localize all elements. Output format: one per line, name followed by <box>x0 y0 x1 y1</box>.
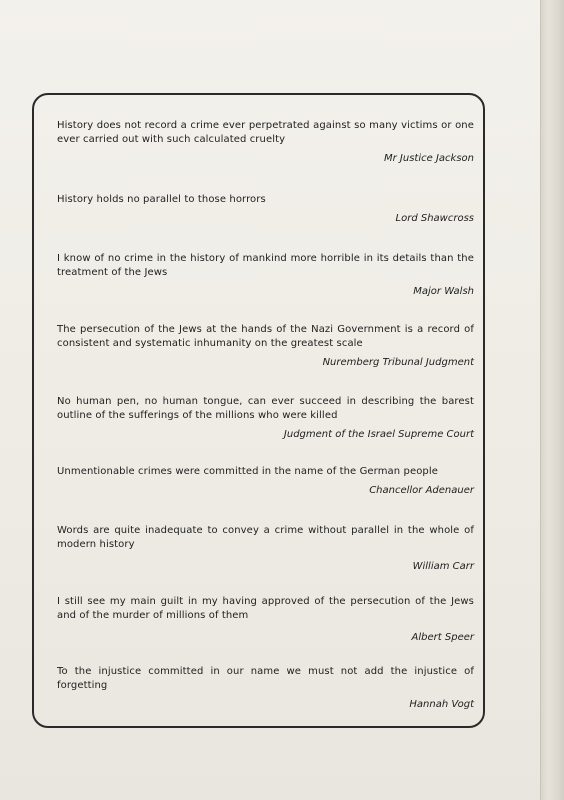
quote-shawcross <box>57 193 474 226</box>
quote-author: Mr Justice Jackson <box>384 153 474 164</box>
quote-author: Hannah Vogt <box>409 699 474 710</box>
quote-text: History does not record a crime ever perpetrated against so many victims or one ever carried out with such calculated cruelty <box>57 120 474 145</box>
quote-author: Judgment of the Israel Supreme Court <box>283 429 474 440</box>
quote-author: Albert Speer <box>411 632 474 643</box>
quote-text: I know of no crime in the history of mankind more horrible in its details than the treatment of the Jews <box>57 253 474 278</box>
page-edge <box>540 0 564 800</box>
quote-walsh <box>57 252 474 299</box>
quote-text: Words are quite inadequate to convey a crime without parallel in the whole of modern history <box>57 525 474 550</box>
quote-author: Chancellor Adenauer <box>369 485 474 496</box>
quote-author: Lord Shawcross <box>395 213 474 224</box>
quote-author: Major Walsh <box>413 286 474 297</box>
quote-speer <box>57 595 474 645</box>
quote-author: Nuremberg Tribunal Judgment <box>322 357 474 368</box>
quote-text: To the injustice committed in our name we must not add the injustice of forgetting <box>57 666 474 691</box>
quote-text: Unmentionable crimes were committed in the name of the German people <box>57 466 438 477</box>
quote-vogt <box>57 665 474 712</box>
quote-text: I still see my main guilt in my having approved of the persecution of the Jews and of the murder of millions of them <box>57 596 474 621</box>
quote-nuremberg <box>57 323 474 370</box>
quote-israel-court <box>57 395 474 442</box>
quote-text: The persecution of the Jews at the hands of the Nazi Government is a record of consistent and systematic inhumanity on the greatest scale <box>57 324 474 349</box>
quote-text: No human pen, no human tongue, can ever succeed in describing the barest outline of the sufferings of the millions who were killed <box>57 396 474 421</box>
quote-text: History holds no parallel to those horrors <box>57 194 266 205</box>
quote-jackson <box>57 119 474 166</box>
quote-author: William Carr <box>412 561 474 572</box>
quote-adenauer <box>57 465 474 498</box>
quote-carr <box>57 524 474 574</box>
